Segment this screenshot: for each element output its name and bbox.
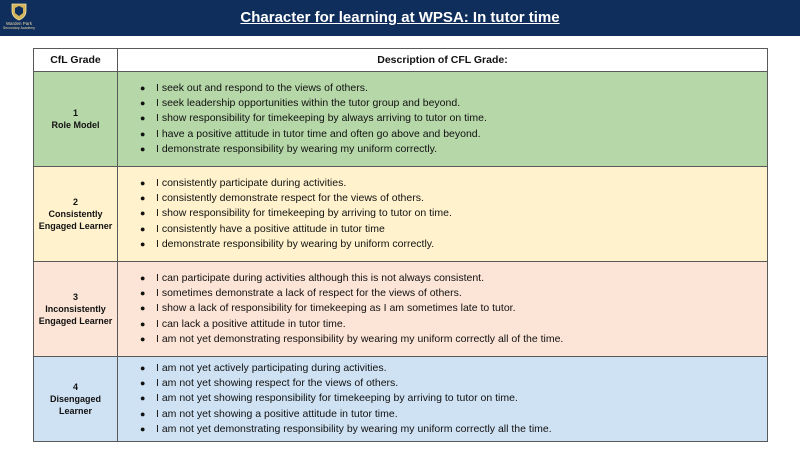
table-row (34, 262, 768, 357)
grade-cell (34, 357, 118, 442)
grade-cell (34, 262, 118, 357)
list-item: ● I am not yet demonstrating responsibility by wearing my uniform correctly all the time. (140, 422, 767, 437)
list-item: ● I show responsibility for timekeeping by arriving to tutor on time. (140, 206, 767, 221)
list-item: ● I demonstrate responsibility by wearing by uniform correctly. (140, 237, 767, 252)
list-item: ● I consistently demonstrate respect for the views of others. (140, 191, 767, 206)
description-list (140, 81, 767, 156)
description-list (140, 176, 767, 251)
column-header-grade: CfL Grade (34, 49, 118, 72)
grade-number: 1 (72, 108, 78, 118)
description-cell (118, 167, 768, 262)
grade-label: Consistently Engaged Learner (38, 209, 113, 231)
grade-label: Disengaged Learner (49, 394, 101, 416)
list-item: ● I seek leadership opportunities within the tutor group and beyond. (140, 96, 767, 111)
grade-number: 2 (72, 197, 78, 207)
title-banner (0, 0, 800, 36)
list-item: ● I can lack a positive attitude in tutor time. (140, 317, 767, 332)
list-item: ● I consistently participate during activities. (140, 176, 767, 191)
grade-label: Role Model (51, 120, 100, 130)
table-header-row (34, 49, 768, 72)
logo-text: Warden Park (5, 21, 33, 26)
table-row (34, 357, 768, 442)
table-row (34, 72, 768, 167)
description-cell (118, 262, 768, 357)
list-item: ● I am not yet showing responsibility for timekeeping by arriving to tutor on time. (140, 391, 767, 406)
logo-subtext: Secondary Academy (2, 26, 36, 30)
description-cell (118, 357, 768, 442)
page-title: Character for learning at WPSA: In tutor time (240, 9, 560, 26)
list-item: ● I have a positive attitude in tutor time and often go above and beyond. (140, 127, 767, 142)
list-item: ● I am not yet actively participating during activities. (140, 361, 767, 376)
list-item: ● I consistently have a positive attitude in tutor time (140, 222, 767, 237)
grade-cell (34, 72, 118, 167)
list-item: ● I show responsibility for timekeeping by always arriving to tutor on time. (140, 111, 767, 126)
description-list (140, 271, 767, 346)
column-header-description: Description of CFL Grade: (118, 49, 768, 72)
table-row (34, 167, 768, 262)
list-item: ● I am not yet showing a positive attitude in tutor time. (140, 407, 767, 422)
grade-cell (34, 167, 118, 262)
list-item: ● I am not yet showing respect for the views of others. (140, 376, 767, 391)
description-list (140, 361, 767, 436)
cfl-table (33, 48, 768, 442)
list-item: ● I seek out and respond to the views of others. (140, 81, 767, 96)
grade-label: Inconsistently Engaged Learner (38, 304, 113, 326)
list-item: ● I sometimes demonstrate a lack of respect for the views of others. (140, 286, 767, 301)
description-cell (118, 72, 768, 167)
list-item: ● I show a lack of responsibility for timekeeping as I am sometimes late to tutor. (140, 301, 767, 316)
grade-number: 4 (72, 382, 78, 392)
grade-number: 3 (72, 292, 78, 302)
list-item: ● I am not yet demonstrating responsibility by wearing my uniform correctly all of the time. (140, 332, 767, 347)
list-item: ● I can participate during activities although this is not always consistent. (140, 271, 767, 286)
list-item: ● I demonstrate responsibility by wearing my uniform correctly. (140, 142, 767, 157)
